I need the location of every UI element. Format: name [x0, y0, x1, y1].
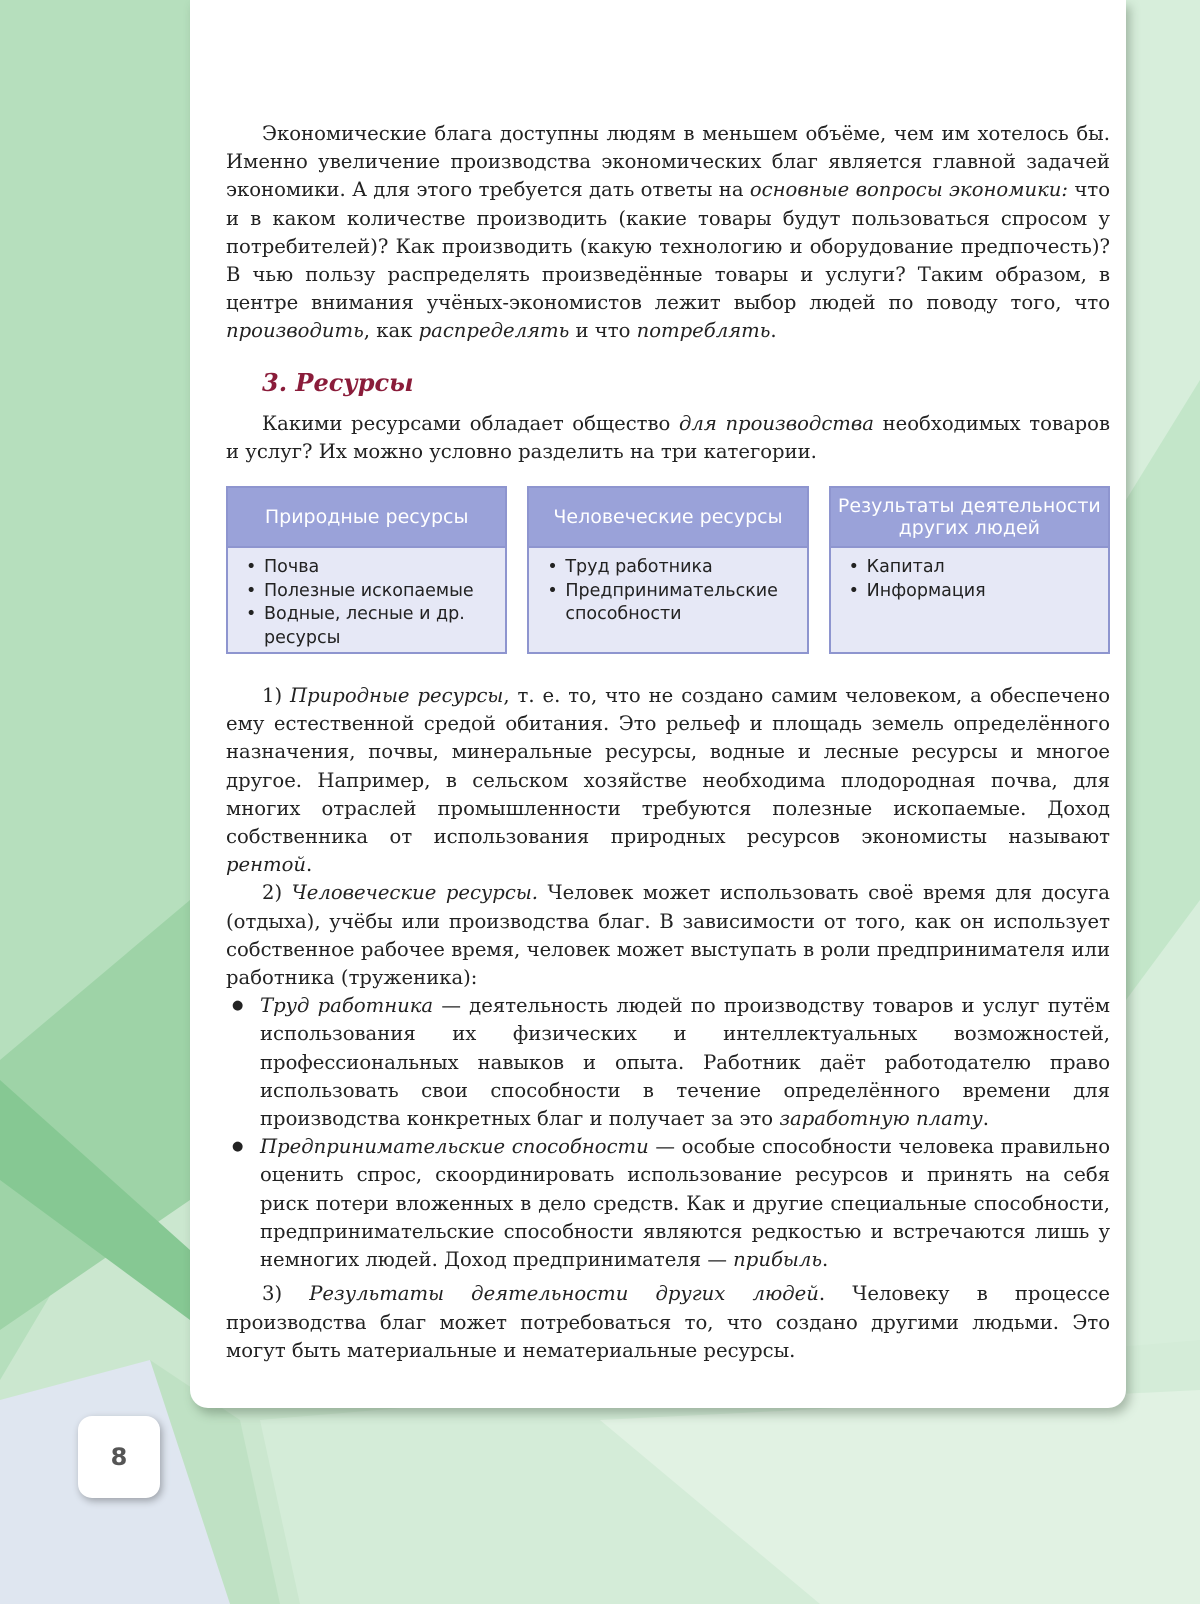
human-resources-list — [226, 992, 1110, 1274]
category-item: • Информация — [849, 580, 1098, 604]
list-item-labor: ● Труд работника — деятельность людей по производству товаров и услуг путём использования их физических и интеллектуальных возможностей, профессиональных навыков и опыта. Работник даёт работодателю право использовать свои способности в течение определённого времени для производства конкретных благ и получает за это заработную плату. — [226, 992, 1110, 1133]
category-item: • Труд работника — [547, 556, 796, 580]
results-paragraph: 3) Результаты деятельности других людей. Человеку в процессе производства благ может потребоваться то, что создано другими людьми. Это могут быть материальные и нематериальные ресурсы. — [226, 1282, 1111, 1362]
category-title: Природные ресурсы — [228, 488, 505, 548]
category-title: Результаты деятельности других людей — [831, 488, 1108, 548]
category-item: • Почва — [246, 556, 495, 580]
category-box-results — [829, 486, 1110, 654]
human-resources-paragraph: 2) Человеческие ресурсы. Человек может использовать своё время для досуга (отдыха), учёбы или производства благ. В зависимости от того, как он использует собственное рабочее время, человек может выступать в роли предпринимателя или работника (труженика): — [226, 881, 1110, 990]
resources-intro-paragraph: Какими ресурсами обладает общество для производства необходимых товаров и услуг? Их можно условно разделить на три категории. — [226, 411, 1111, 463]
section-title: 3. Ресурсы — [262, 367, 414, 397]
category-item: • Полезные ископаемые — [246, 580, 495, 604]
category-item: • Капитал — [849, 556, 1098, 580]
page-number: 8 — [78, 1416, 160, 1498]
category-item: • Предпринимательские способности — [547, 580, 796, 627]
intro-paragraph: Экономические блага доступны людям в меньшем объёме, чем им хотелось бы. Именно увеличение производства экономических благ является главной задачей экономики. А для этого требуется дать ответы на основные вопросы экономики: что и в каком количестве производить (какие товары будут пользоваться спросом у потребителей)? Как производить (какую технологию и оборудование предпочесть)? В чью пользу распределять произведённые товары и услуги? Таким образом, в центре внимания учёных-экономистов лежит выбор людей по поводу того, что производить, как распределять и что потреблять. — [226, 122, 1110, 343]
category-item: • Водные, лесные и др. ресурсы — [246, 603, 495, 650]
category-box-human — [527, 486, 808, 654]
page-content — [226, 120, 1110, 1365]
category-title: Человеческие ресурсы — [529, 488, 806, 548]
resource-categories — [226, 486, 1110, 654]
natural-resources-paragraph: 1) Природные ресурсы, т. е. то, что не создано самим человеком, а обеспечено ему естественной средой обитания. Это рельеф и площадь земель определённого назначения, почвы, минеральные ресурсы, водные и лесные ресурсы и многое другое. Например, в сельском хозяйстве необходима плодородная почва, для многих отраслей промышленности требуются полезные ископаемые. Доход собственника от использования природных ресурсов экономисты называют рентой. — [226, 684, 1110, 877]
category-box-natural — [226, 486, 507, 654]
list-item-entrepreneurship: ● Предпринимательские способности — особые способности человека правильно оценить спрос, скоординировать использование ресурсов и принять на себя риск потери вложенных в дело средств. Как и другие специальные способности, предпринимательские способности являются редкостью и встречаются лишь у немногих людей. Доход предпринимателя — прибыль. — [226, 1133, 1110, 1274]
